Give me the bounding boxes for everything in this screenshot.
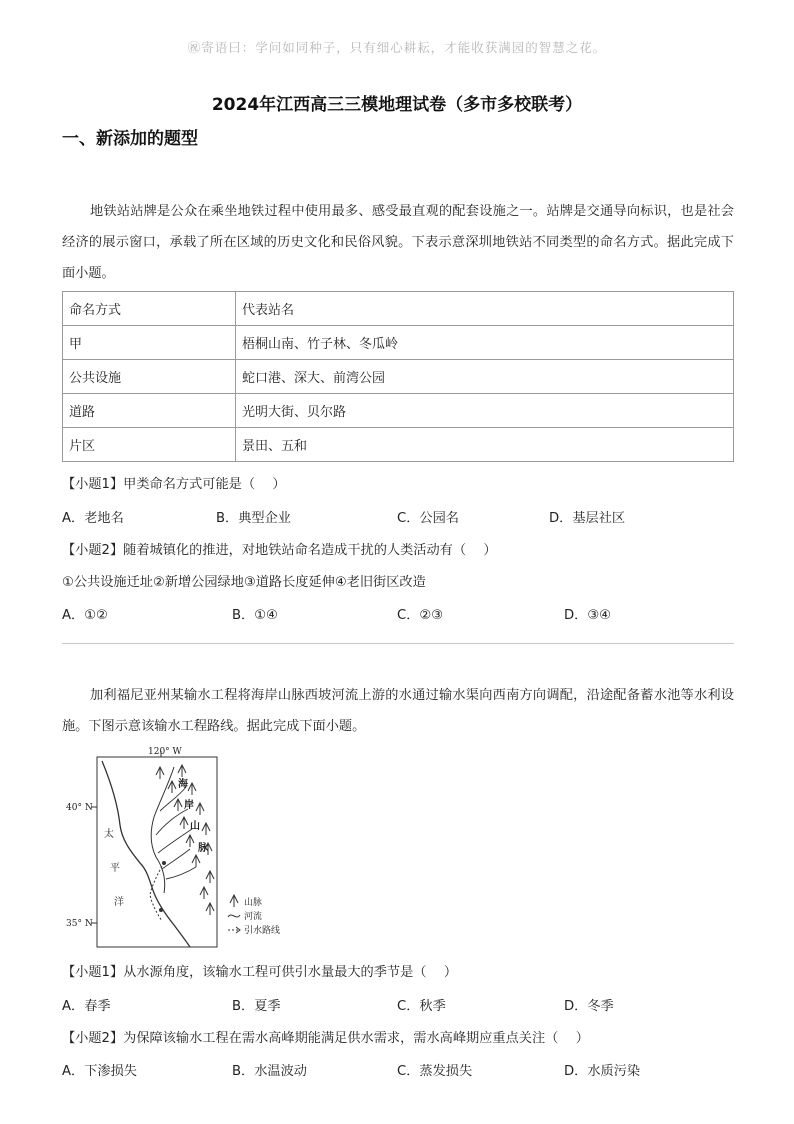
passage-water-project: 加利福尼亚州某输水工程将海岸山脉西坡河流上游的水通过输水渠向西南方向调配，沿途配备蓄水池等水利设施。下图示意该输水工程路线。据此完成下面小题。 xyxy=(62,688,734,734)
option-b[interactable]: B．水温波动 xyxy=(232,1064,307,1079)
river-main xyxy=(151,767,174,893)
table-cell: 光明大街、贝尔路 xyxy=(236,394,734,428)
river-tributary xyxy=(156,809,188,835)
passage-subway: 地铁站站牌是公众在乘坐地铁过程中使用最多、感受最直观的配套设施之一。站牌是交通导向标识，也是社会经济的展示窗口，承载了所在区域的历史文化和民俗风貌。下表示意深圳地铁站不同类型的命名方式。据此完成下面小题。 xyxy=(62,204,734,281)
water-diversion-map xyxy=(60,745,310,955)
option-c[interactable]: C．蒸发损失 xyxy=(397,1064,473,1079)
question-2-1-options xyxy=(62,995,734,1015)
longitude-label: 120° W xyxy=(148,747,182,757)
table-header-cell: 代表站名 xyxy=(236,292,734,326)
mountain-name-char: 岸 xyxy=(184,800,194,811)
legend-label: 引水路线 xyxy=(244,926,281,936)
option-a[interactable]: A．老地名 xyxy=(62,511,124,526)
page-title: 2024年江西高三三模地理试卷（多市多校联考） xyxy=(211,95,583,115)
table-cell: 甲 xyxy=(63,326,236,360)
table-header-row xyxy=(63,292,734,326)
question-1-2-statement: ①公共设施迁址②新增公园绿地③道路长度延伸④老旧街区改造 xyxy=(62,575,426,590)
table-cell: 蛇口港、深大、前湾公园 xyxy=(236,360,734,394)
option-d[interactable]: D．冬季 xyxy=(564,999,614,1014)
map-legend xyxy=(228,895,280,936)
river-tributary xyxy=(162,849,190,869)
option-a[interactable]: A．春季 xyxy=(62,999,111,1014)
latitude-label-40n: 40° N xyxy=(66,803,93,813)
option-b[interactable]: B．夏季 xyxy=(232,999,281,1014)
ocean-name-char: 洋 xyxy=(114,897,124,908)
mountain-name-char: 海 xyxy=(178,779,188,790)
river-tributary xyxy=(160,787,186,811)
option-a[interactable]: A．①② xyxy=(62,608,108,623)
option-c[interactable]: C．②③ xyxy=(397,608,444,623)
question-2-1-stem: 【小题1】从水源角度，该输水工程可供引水量最大的季节是（ ） xyxy=(62,965,458,980)
mountain-name-char: 山 xyxy=(190,821,200,832)
table-cell: 梧桐山南、竹子林、冬瓜岭 xyxy=(236,326,734,360)
option-d[interactable]: D．基层社区 xyxy=(549,511,626,526)
table-header-cell: 命名方式 xyxy=(63,292,236,326)
latitude-label-35n: 35° N xyxy=(66,919,93,929)
option-b[interactable]: B．①④ xyxy=(232,608,278,623)
table-cell: 景田、五和 xyxy=(236,428,734,462)
option-d[interactable]: D．水质污染 xyxy=(564,1064,641,1079)
table-row xyxy=(63,360,734,394)
table-row xyxy=(63,394,734,428)
option-c[interactable]: C．公园名 xyxy=(397,511,459,526)
legend-river-icon xyxy=(228,915,240,917)
section-heading: 一、新添加的题型 xyxy=(62,129,198,149)
ocean-name-char: 太 xyxy=(104,829,114,840)
table-cell: 道路 xyxy=(63,394,236,428)
coastline xyxy=(102,761,190,947)
table-row xyxy=(63,428,734,462)
question-1-2-options xyxy=(62,604,734,624)
table-row xyxy=(63,326,734,360)
ocean-name-char: 平 xyxy=(110,863,120,874)
question-1-2-stem: 【小题2】随着城镇化的推进，对地铁站命名造成干扰的人类活动有（ ） xyxy=(62,543,497,558)
table-cell: 片区 xyxy=(63,428,236,462)
table-cell: 公共设施 xyxy=(63,360,236,394)
option-a[interactable]: A．下渗损失 xyxy=(62,1064,137,1079)
question-2-2-stem: 【小题2】为保障该输水工程在需水高峰期能满足供水需求，需水高峰期应重点关注（ ） xyxy=(62,1031,589,1046)
option-b[interactable]: B．典型企业 xyxy=(216,511,291,526)
option-c[interactable]: C．秋季 xyxy=(397,999,446,1014)
legend-mountain-icon xyxy=(230,895,238,907)
question-2-2-options xyxy=(62,1060,734,1080)
legend-label: 山脉 xyxy=(244,898,263,908)
question-1-1-options xyxy=(62,507,734,527)
legend-label: 河流 xyxy=(244,912,263,922)
river-tributary xyxy=(166,867,196,879)
station-naming-table xyxy=(62,291,734,462)
diversion-route xyxy=(150,863,164,921)
option-d[interactable]: D．③④ xyxy=(564,608,611,623)
reservoir-point xyxy=(162,861,166,865)
reservoir-point xyxy=(159,908,163,912)
mountain-name-char: 脉 xyxy=(198,843,208,854)
question-1-1-stem: 【小题1】甲类命名方式可能是（ ） xyxy=(62,477,286,492)
motto-header: ㊗寄语曰：学问如同种子，只有细心耕耘，才能收获满园的智慧之花。 xyxy=(187,40,607,55)
question-divider xyxy=(62,643,734,644)
